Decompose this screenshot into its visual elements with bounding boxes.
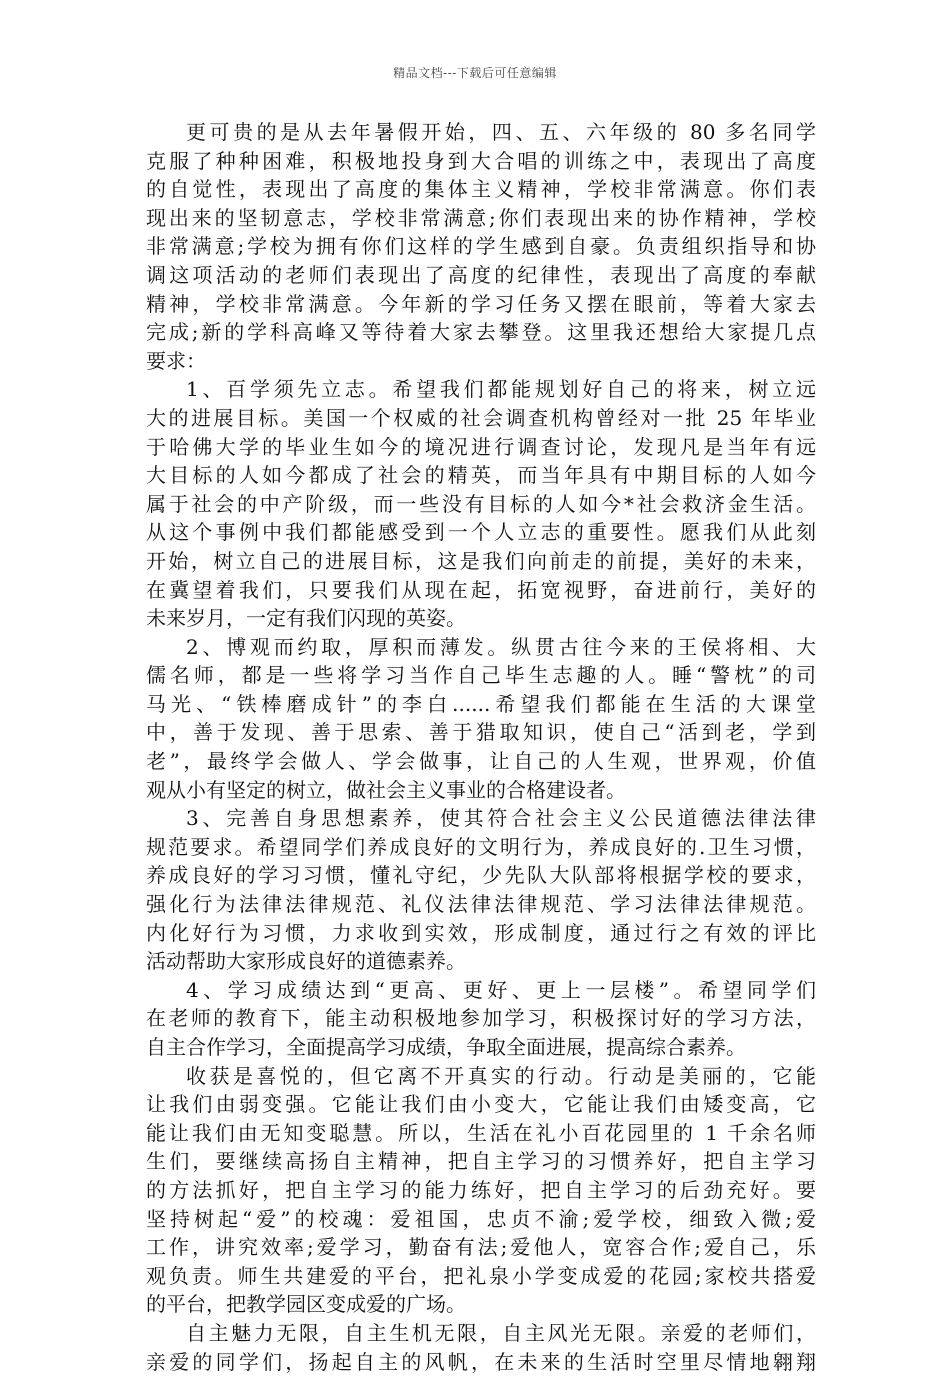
text-line: 强化行为法律法律规范、礼仪法律法律规范、学习法律法律规范。 — [146, 892, 816, 917]
text-line: 亲爱的同学们，扬起自主的风帆，在未来的生活时空里尽情地翱翔 — [146, 1349, 816, 1374]
text-line: 非常满意;学校为拥有你们这样的学生感到自豪。负责组织指导和协 — [146, 234, 816, 259]
text-line: 更可贵的是从去年暑假开始，四、五、六年级的 80 多名同学 — [186, 120, 816, 144]
text-line: 在老师的教育下，能主动积极地参加学习，积极探讨好的学习方法， — [146, 1006, 816, 1031]
text-line: 养成良好的学习习惯，懂礼守纪，少先队大队部将根据学校的要求， — [146, 863, 816, 888]
text-line: 自主魅力无限，自主生机无限，自主风光无限。亲爱的老师们， — [186, 1320, 816, 1345]
text-line: 要求： — [146, 348, 206, 373]
text-line: 2、博观而约取，厚积而薄发。纵贯古往今来的王侯将相、大 — [186, 634, 816, 659]
text-line: 于哈佛大学的毕业生如今的境况进行调查讨论，发现凡是当年有远 — [146, 434, 816, 459]
text-line: 4、学习成绩达到“更高、更好、更上一层楼”。希望同学们 — [186, 977, 816, 1002]
text-line: 从这个事例中我们都能感受到一个人立志的重要性。愿我们从此刻 — [146, 520, 816, 545]
text-line: 精神，学校非常满意。今年新的学习任务又摆在眼前，等着大家去 — [146, 291, 816, 316]
text-line: 开始，树立自己的进展目标，这是我们向前走的前提，美好的未来， — [146, 548, 816, 573]
text-line: 内化好行为习惯，力求收到实效，形成制度，通过行之有效的评比 — [146, 920, 816, 945]
text-line: 大的进展目标。美国一个权威的社会调查机构曾经对一批 25 年毕业 — [146, 405, 816, 430]
text-line: 的平台，把教学园区变成爱的广场。 — [146, 1292, 466, 1317]
text-line: 老”，最终学会做人、学会做事，让自己的人生观，世界观，价值 — [146, 749, 816, 774]
text-line: 坚持树起“爱”的校魂：爱祖国，忠贞不渝;爱学校，细致入微;爱 — [146, 1206, 816, 1231]
text-line: 工作，讲究效率;爱学习，勤奋有法;爱他人，宽容合作;爱自己，乐 — [146, 1235, 816, 1260]
text-line: 生们，要继续高扬自主精神，把自主学习的习惯养好，把自主学习 — [146, 1149, 816, 1174]
text-line: 规范要求。希望同学们养成良好的文明行为，养成良好的.卫生习惯， — [146, 834, 816, 859]
text-line: 完成;新的学科高峰又等待着大家去攀登。这里我还想给大家提几点 — [146, 320, 816, 345]
text-line: 自主合作学习，全面提高学习成绩，争取全面进展，提高综合素养。 — [146, 1035, 746, 1059]
text-line: 3、完善自身思想素养，使其符合社会主义公民道德法律法律 — [186, 806, 816, 831]
text-line: 的自觉性，表现出了高度的集体主义精神，学校非常满意。你们表 — [146, 177, 816, 202]
text-line: 的方法抓好，把自主学习的能力练好，把自主学习的后劲充好。要 — [146, 1177, 816, 1202]
text-line: 收获是喜悦的，但它离不开真实的行动。行动是美丽的，它能 — [186, 1063, 816, 1088]
text-line: 未来岁月，一定有我们闪现的英姿。 — [146, 606, 466, 631]
text-line: 1、百学须先立志。希望我们都能规划好自己的将来，树立远 — [186, 377, 816, 402]
text-line: 克服了种种困难，积极地投身到大合唱的训练之中，表现出了高度 — [146, 148, 816, 173]
text-line: 观负责。师生共建爱的平台，把礼泉小学变成爱的花园;家校共搭爱 — [146, 1263, 816, 1288]
text-line: 现出来的坚韧意志，学校非常满意;你们表现出来的协作精神，学校 — [146, 205, 816, 230]
document-body — [146, 118, 816, 1376]
text-line: 中，善于发现、善于思索、善于猎取知识，使自己“活到老，学到 — [146, 720, 816, 745]
text-line: 在冀望着我们，只要我们从现在起，拓宽视野，奋进前行，美好的 — [146, 577, 816, 602]
page-header: 精品文档---下载后可任意编辑 — [393, 66, 557, 80]
text-line: 马光、“铁棒磨成针”的李白......希望我们都能在生活的大课堂 — [146, 691, 816, 716]
text-line: 大目标的人如今都成了社会的精英，而当年具有中期目标的人如今 — [146, 463, 816, 488]
text-line: 属于社会的中产阶级，而一些没有目标的人如今*社会救济金生活。 — [146, 491, 816, 516]
text-line: 活动帮助大家形成良好的道德素养。 — [146, 949, 466, 974]
text-line: 让我们由弱变强。它能让我们由小变大，它能让我们由矮变高，它 — [146, 1092, 816, 1117]
text-line: 儒名师，都是一些将学习当作自己毕生志趣的人。睡“警枕”的司 — [146, 663, 816, 688]
text-line: 能让我们由无知变聪慧。所以，生活在礼小百花园里的 1 千余名师 — [146, 1120, 816, 1145]
text-line: 观从小有坚定的树立，做社会主义事业的合格建设者。 — [146, 777, 626, 802]
text-line: 调这项活动的老师们表现出了高度的纪律性，表现出了高度的奉献 — [146, 262, 816, 287]
